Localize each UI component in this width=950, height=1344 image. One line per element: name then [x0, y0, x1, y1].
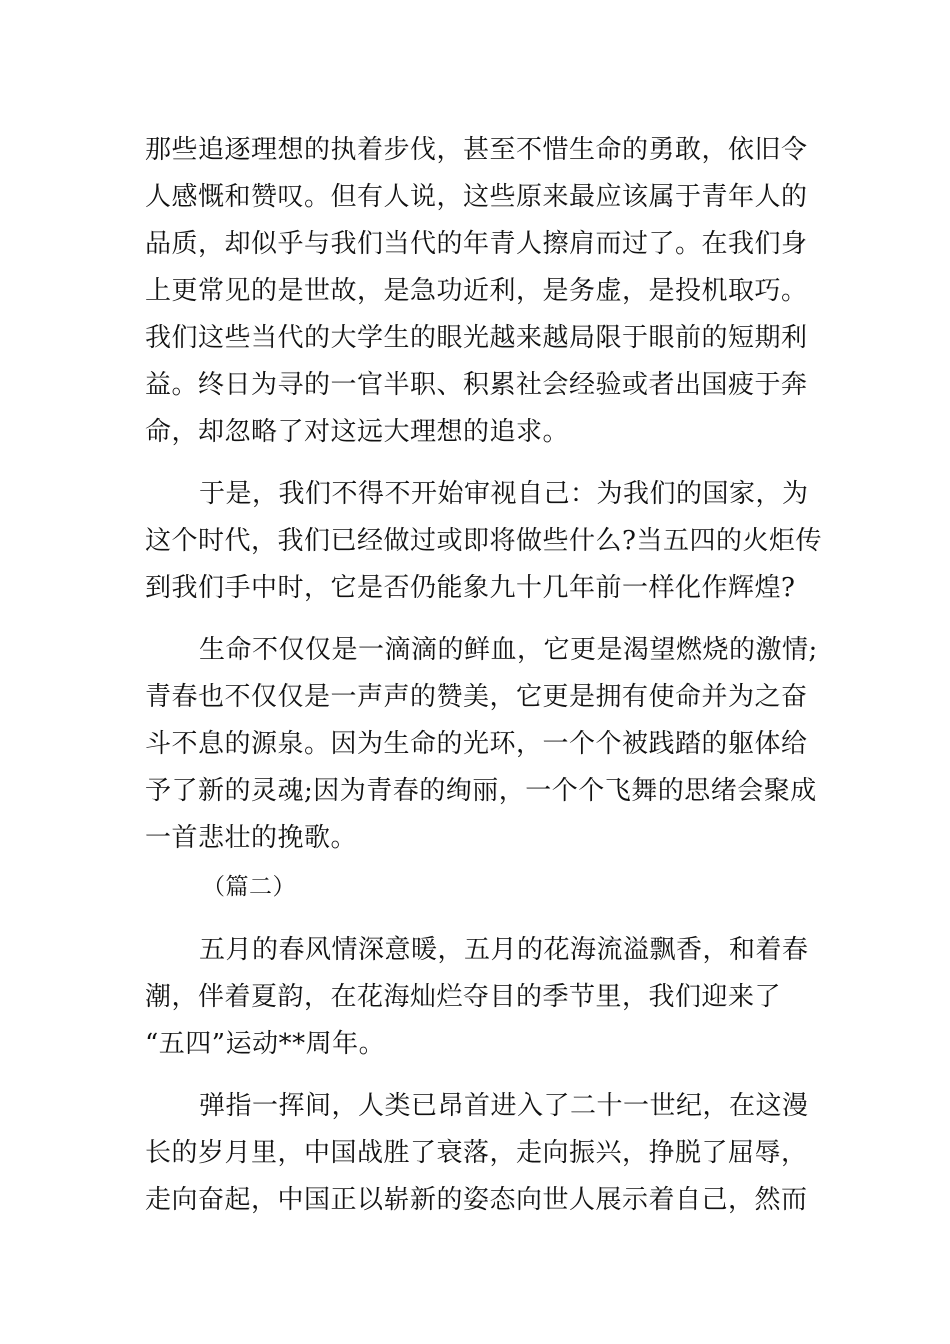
- section-heading: （篇二）: [202, 874, 296, 900]
- text-line: 人感慨和赞叹。但有人说，这些原来最应该属于青年人的: [145, 182, 808, 212]
- text-line: 上更常见的是世故，是急功近利，是务虚，是投机取巧。: [145, 276, 808, 306]
- text-line: 到我们手中时，它是否仍能象九十几年前一样化作辉煌?: [145, 573, 796, 603]
- text-line: 走向奋起，中国正以崭新的姿态向世人展示着自己，然而: [145, 1185, 808, 1215]
- text-line: 那些追逐理想的执着步伐，甚至不惜生命的勇敢，依旧令: [145, 135, 808, 165]
- text-line: 五月的春风情深意暖，五月的花海流溢飘香，和着春: [199, 935, 809, 965]
- text-line: 弹指一挥间，人类已昂首进入了二十一世纪，在这漫: [199, 1091, 809, 1121]
- text-line: 我们这些当代的大学生的眼光越来越局限于眼前的短期利: [145, 323, 808, 353]
- text-line: 予了新的灵魂;因为青春的绚丽，一个个飞舞的思绪会聚成: [145, 776, 817, 806]
- text-line: 这个时代，我们已经做过或即将做些什么?当五四的火炬传: [145, 526, 822, 556]
- text-line: 青春也不仅仅是一声声的赞美，它更是拥有使命并为之奋: [145, 682, 808, 712]
- text-line: 益。终日为寻的一官半职、积累社会经验或者出国疲于奔: [145, 370, 808, 400]
- text-line: “五四”运动**周年。: [145, 1029, 386, 1059]
- text-line: 命，却忽略了对这远大理想的追求。: [145, 417, 570, 447]
- text-line: 于是，我们不得不开始审视自己：为我们的国家，为: [199, 479, 809, 509]
- text-line: 生命不仅仅是一滴滴的鲜血，它更是渴望燃烧的激情;: [199, 635, 818, 665]
- text-line: 斗不息的源泉。因为生命的光环，一个个被践踏的躯体给: [145, 729, 808, 759]
- text-line: 一首悲壮的挽歌。: [145, 823, 358, 853]
- text-line: 品质，却似乎与我们当代的年青人擦肩而过了。在我们身: [145, 229, 808, 259]
- text-line: 长的岁月里，中国战胜了衰落，走向振兴，挣脱了屈辱，: [145, 1138, 808, 1168]
- text-line: 潮，伴着夏韵，在花海灿烂夺目的季节里，我们迎来了: [145, 982, 782, 1012]
